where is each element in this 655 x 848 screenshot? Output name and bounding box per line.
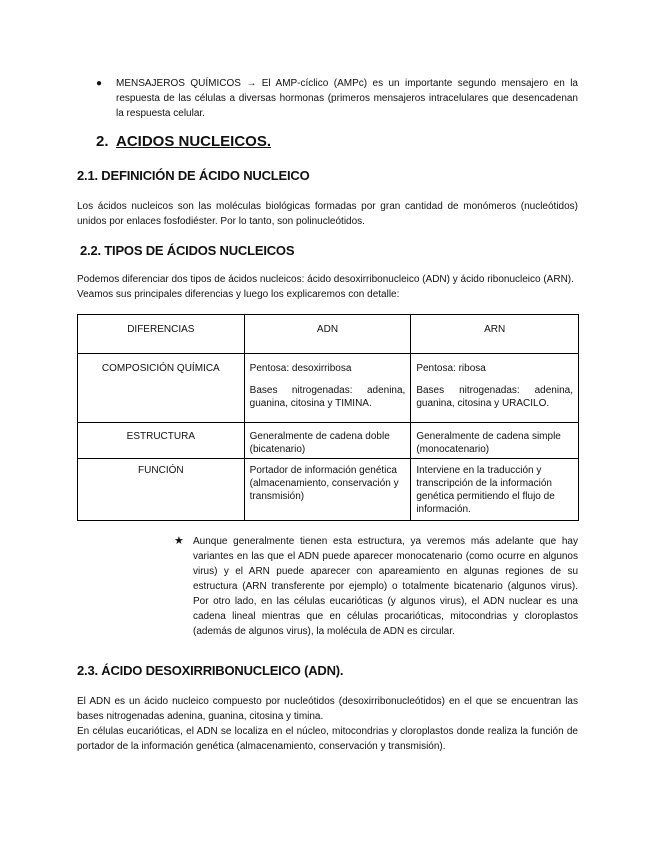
table-row-label: ESTRUCTURA [78, 423, 245, 459]
paragraph-2-1-block [77, 199, 578, 229]
section-2-title [96, 133, 271, 150]
bullet-dot-icon: ● [96, 78, 103, 89]
table-header-cell: ADN [244, 315, 411, 354]
table-cell-adn-composicion [244, 354, 411, 423]
adn-pentosa: Pentosa: desoxirribosa [249, 363, 352, 374]
star-icon: ★ [174, 535, 184, 547]
heading-2-2: 2.2. TIPOS DE ÁCIDOS NUCLEICOS [80, 243, 295, 258]
table-row-funcion [78, 459, 579, 521]
paragraph-2-3-a: El ADN es un ácido nucleico compuesto por nucleótidos (desoxirribonucleótidos) en el que se encuentran las bases nitrogenadas adenina, guanina, citosina y timina. [77, 696, 578, 722]
table-header-cell: ARN [411, 315, 579, 354]
arn-bases: Bases nitrogenadas: adenina, guanina, citosina y URACILO. [416, 385, 573, 409]
table-row-estructura [78, 423, 579, 459]
arn-pentosa: Pentosa: ribosa [416, 363, 486, 374]
paragraph-2-2-block [77, 272, 578, 302]
table-row-label: COMPOSICIÓN QUÍMICA [78, 354, 245, 423]
table-cell-arn-composicion [411, 354, 579, 423]
note-text: Aunque generalmente tienen esta estructura, ya veremos más adelante que hay variantes en las que el ADN puede aparecer monocatenario (como ocurre en algunos virus) y el ARN puede aparecer con apareamiento en algunas regiones de su estructura (ARN transferente por ejemplo) o totalmente bicatenario (algunos virus). Por otro lado, en las células eucarióticas (y algunos virus), el ADN nuclear es una cadena lineal mientras que en células procarióticas, mitocondrias y cloroplastos (además de algunos virus), la molécula de ADN es circular. [193, 536, 578, 637]
paragraph-2-3-block [77, 694, 578, 754]
table-header-row [78, 315, 579, 354]
nucleic-acids-table [77, 314, 579, 521]
heading-2-1: 2.1. DEFINICIÓN DE ÁCIDO NUCLEICO [77, 168, 310, 183]
table-row-label: FUNCIÓN [78, 459, 245, 521]
paragraph-2-1: Los ácidos nucleicos son las moléculas biológicas formadas por gran cantidad de monómeros (nucleótidos) unidos por enlaces fosfodiéster. Por lo tanto, son polinucleótidos. [77, 201, 578, 227]
table-cell-adn-funcion: Portador de información genética (almacenamiento, conservación y transmisión) [244, 459, 411, 521]
table-cell-adn-estructura: Generalmente de cadena doble (bicatenario) [244, 423, 411, 459]
table-header-cell: DIFERENCIAS [78, 315, 245, 354]
table-cell-arn-funcion: Interviene en la traducción y transcripción de la información genética permitiendo el flujo de información. [411, 459, 579, 521]
paragraph-2-3-b: En células eucarióticas, el ADN se localiza en el núcleo, mitocondrias y cloroplastos donde realiza la función de portador de la información genética (almacenamiento, conservación y transmisión). [77, 726, 578, 752]
section-2-number: 2. [96, 133, 109, 150]
section-2-title-text: ACIDOS NUCLEICOS. [116, 133, 272, 150]
intro-bullet-text: MENSAJEROS QUÍMICOS → El AMP-cíclico (AMPc) es un importante segundo mensajero en la respuesta de las células a diversas hormonas (primeros mensajeros intracelulares que desencadenan la respuesta celular. [116, 78, 578, 119]
table-row-composicion [78, 354, 579, 423]
table-cell-arn-estructura: Generalmente de cadena simple (monocatenario) [411, 423, 579, 459]
adn-bases: Bases nitrogenadas: adenina, guanina, citosina y TIMINA. [249, 385, 406, 409]
heading-2-3: 2.3. ÁCIDO DESOXIRRIBONUCLEICO (ADN). [77, 663, 344, 678]
paragraph-2-2: Podemos diferenciar dos tipos de ácidos nucleicos: ácido desoxirribonucleico (ADN) y ácido ribonucleico (ARN). Veamos sus principales diferencias y luego los explicaremos con detalle: [77, 274, 574, 300]
